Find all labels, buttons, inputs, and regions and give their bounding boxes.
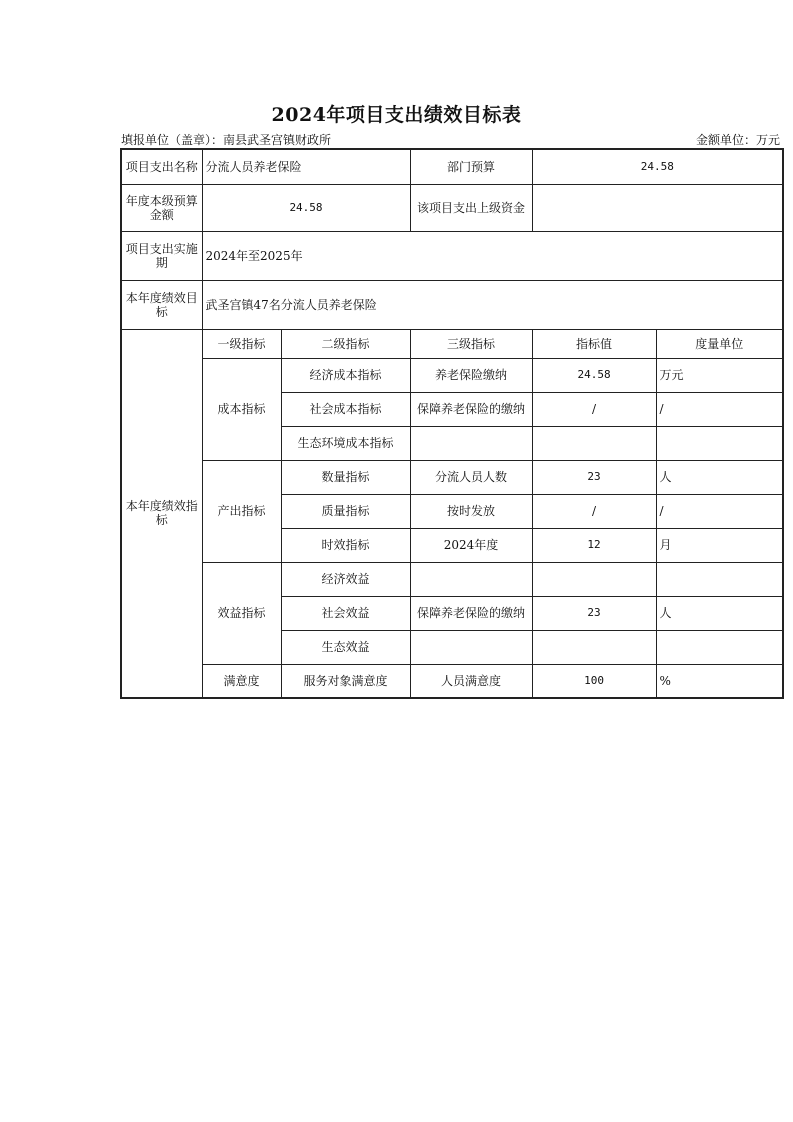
level2-cell: 社会成本指标 [281,392,410,426]
unit-cell: 人 [656,596,783,630]
level3-cell [410,630,532,664]
unit-cell: / [656,392,783,426]
annual-goal-label: 本年度绩效目标 [121,280,202,329]
value-cell: / [532,494,656,528]
value-cell: 24.58 [532,358,656,392]
value-cell: 23 [532,596,656,630]
upper-funds-label: 该项目支出上级资金 [410,184,532,231]
level2-cell: 质量指标 [281,494,410,528]
header-level2: 二级指标 [281,329,410,358]
header-level3: 三级指标 [410,329,532,358]
header-value: 指标值 [532,329,656,358]
value-cell: 100 [532,664,656,698]
header-unit: 度量单位 [656,329,783,358]
level2-cell: 时效指标 [281,528,410,562]
table-row [121,562,783,596]
table-row [121,664,783,698]
level1-benefit: 效益指标 [202,562,281,664]
level1-output: 产出指标 [202,460,281,562]
level3-cell [410,426,532,460]
unit-cell: % [656,664,783,698]
table-row [121,460,783,494]
page-title: 2024年项目支出绩效目标表 [271,104,522,126]
unit-cell [656,562,783,596]
dept-budget-value: 24.58 [532,149,783,184]
table-row [121,358,783,392]
period-value: 2024年至2025年 [202,231,783,280]
performance-table [120,148,784,699]
annual-budget-label: 年度本级预算金额 [121,184,202,231]
level3-cell: 人员满意度 [410,664,532,698]
level3-cell: 2024年度 [410,528,532,562]
level3-cell [410,562,532,596]
level1-satisfaction: 满意度 [202,664,281,698]
value-cell: 23 [532,460,656,494]
level3-cell: 按时发放 [410,494,532,528]
level2-cell: 数量指标 [281,460,410,494]
annual-budget-value: 24.58 [202,184,410,231]
value-cell [532,562,656,596]
level3-cell: 保障养老保险的缴纳 [410,392,532,426]
upper-funds-value [532,184,783,231]
project-name-label: 项目支出名称 [121,149,202,184]
amount-unit: 金额单位：万元 [695,133,780,147]
filler-unit: 填报单位（盖章）：南县武圣宫镇财政所 [121,133,332,147]
value-cell: / [532,392,656,426]
level1-cost: 成本指标 [202,358,281,460]
unit-cell: / [656,494,783,528]
unit-cell: 月 [656,528,783,562]
level2-cell: 经济成本指标 [281,358,410,392]
level3-cell: 保障养老保险的缴纳 [410,596,532,630]
unit-cell: 万元 [656,358,783,392]
level2-cell: 社会效益 [281,596,410,630]
period-label: 项目支出实施期 [121,231,202,280]
annual-goal-value: 武圣宫镇47名分流人员养老保险 [202,280,783,329]
dept-budget-label: 部门预算 [410,149,532,184]
level2-cell: 经济效益 [281,562,410,596]
unit-cell: 人 [656,460,783,494]
indicators-section-label: 本年度绩效指标 [121,329,202,698]
level3-cell: 分流人员人数 [410,460,532,494]
level2-cell: 生态效益 [281,630,410,664]
value-cell: 12 [532,528,656,562]
level2-cell: 服务对象满意度 [281,664,410,698]
header-level1: 一级指标 [202,329,281,358]
level3-cell: 养老保险缴纳 [410,358,532,392]
project-name-value: 分流人员养老保险 [202,149,410,184]
level2-cell: 生态环境成本指标 [281,426,410,460]
unit-cell [656,630,783,664]
value-cell [532,426,656,460]
value-cell [532,630,656,664]
unit-cell [656,426,783,460]
